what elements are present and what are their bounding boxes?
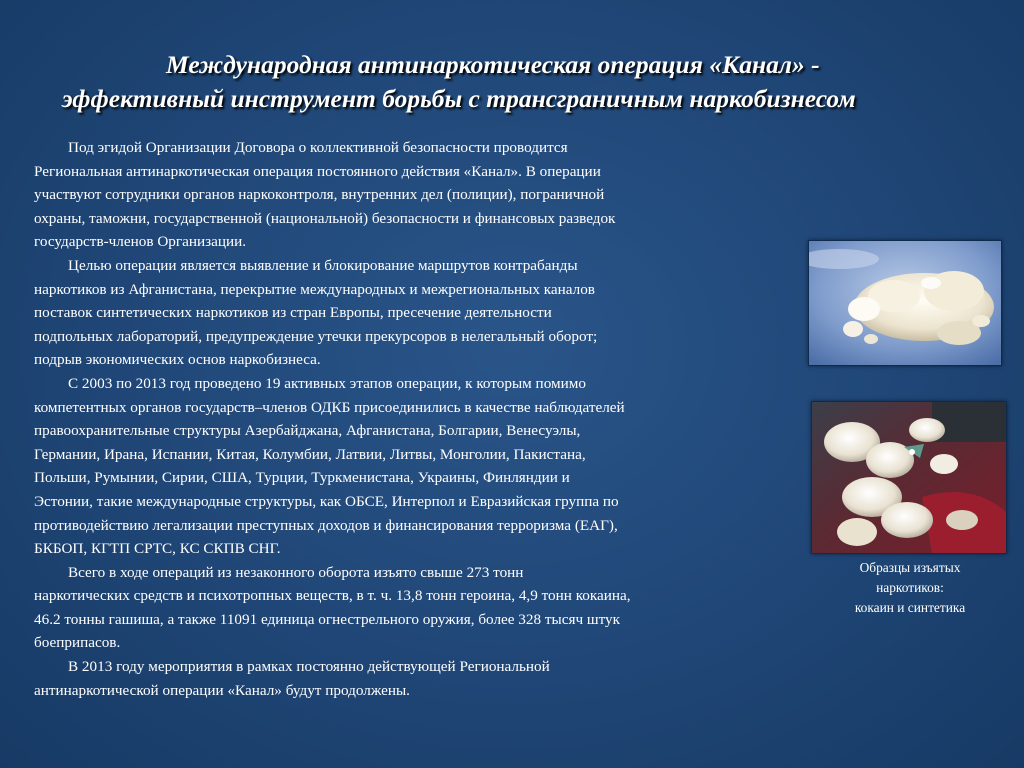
text-line: В 2013 году мероприятия в рамках постоянно действующей Региональной [68,658,550,676]
text-line: наркотических средств и психотропных веществ, в т. ч. 13,8 тонн героина, 4,9 тонн кокаина, [34,587,631,605]
powder-photo-image [809,241,1001,365]
text-line: Всего в ходе операций из незаконного оборота изъято свыше 273 тонн [68,563,524,581]
seized-packages-photo [811,401,1007,554]
caption-line: наркотиков: [876,580,944,595]
text-line: подрыв экономических основ наркобизнеса. [34,351,321,369]
text-line: Под эгидой Организации Договора о коллективной безопасности проводится [68,139,568,156]
paragraph-2 [34,254,804,372]
text-line: Польши, Румынии, Сирии, США, Турции, Туркменистана, Украины, Финляндии и [34,469,570,487]
text-line: боеприпасов. [34,634,121,652]
text-line: компетентных органов государств–членов ОДКБ присоединились в качестве наблюдателей [34,398,625,416]
paragraph-1 [34,136,804,254]
text-line: подпольных лабораторий, предупреждение утечки прекурсоров в нелегальный оборот; [34,327,598,345]
caption-line: кокаин и синтетика [854,600,966,615]
body-text [34,136,804,702]
slide-title [20,48,1010,116]
text-line: Региональная антинаркотическая операция постоянного действия «Канал». В операции [34,162,601,180]
text-line: 46.2 тонны гашиша, а также 11091 единица огнестрельного оружия, более 328 тысяч штук [34,610,620,628]
powder-photo [808,240,1002,366]
text-line: поставок синтетических наркотиков из стран Европы, пресечение деятельности [34,304,552,322]
text-line: правоохранительные структуры Азербайджана, Афганистана, Болгарии, Венесуэлы, [34,422,581,440]
photo-caption [812,558,1008,618]
text-line: противодействию легализации преступных доходов и финансирования терроризма (ЕАГ), [34,516,618,534]
text-line: наркотиков из Афганистана, перекрытие международных и межрегиональных каналов [34,280,595,298]
text-line: Эстонии, такие международные структуры, как ОБСЕ, Интерпол и Евразийская группа по [34,492,619,510]
text-line: Целью операции является выявление и блокирование маршрутов контрабанды [68,256,578,274]
paragraph-3 [34,372,804,561]
title-line-1: Международная антинаркотическая операция «Канал» - [166,50,820,79]
text-line: участвуют сотрудники органов наркоконтроля, внутренних дел (полиции), пограничной [34,186,605,204]
text-line: антинаркотической операции «Канал» будут продолжены. [34,681,410,699]
text-line: БКБОП, КГТП СРТС, КС СКПВ СНГ. [34,540,281,558]
text-line: Германии, Ирана, Испании, Китая, Колумбии, Латвии, Литвы, Монголии, Пакистана, [34,445,586,463]
seized-packages-image [812,402,1006,553]
paragraph-4 [34,561,804,655]
title-line-2: эффективный инструмент борьбы с трансграничным наркобизнесом [62,84,856,113]
text-line: государств-членов Организации. [34,233,247,251]
text-line: С 2003 по 2013 год проведено 19 активных этапов операции, к которым помимо [68,374,586,392]
caption-line: Образцы изъятых [859,560,961,575]
text-line: охраны, таможни, государственной (национальной) безопасности и финансовых разведок [34,209,616,227]
paragraph-5 [34,655,804,702]
